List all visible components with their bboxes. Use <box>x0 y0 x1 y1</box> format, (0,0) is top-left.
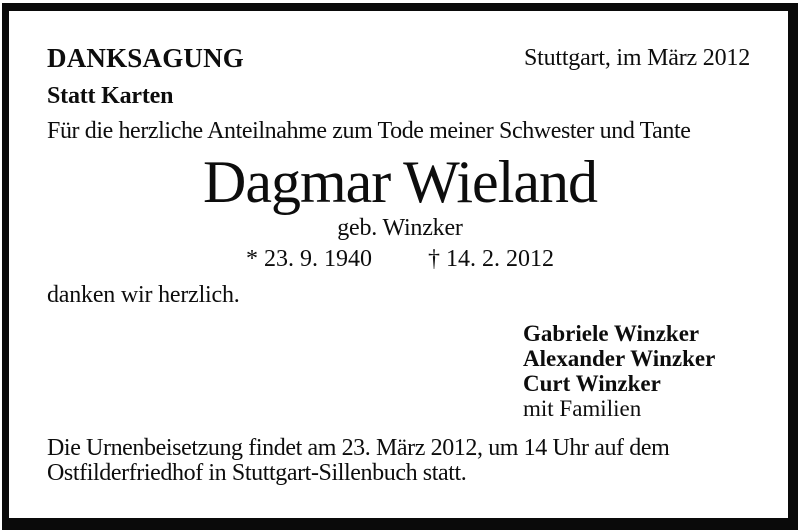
condolence-intro-text: Für die herzliche Anteilnahme zum Tode meiner Schwester und Tante <box>47 118 691 144</box>
statt-karten-label: Statt Karten <box>47 83 174 109</box>
death-date: † 14. 2. 2012 <box>428 246 554 272</box>
birth-date: * 23. 9. 1940 <box>246 246 372 272</box>
thanks-text: danken wir herzlich. <box>47 282 240 308</box>
life-dates-row <box>0 247 800 271</box>
mourners-suffix: mit Familien <box>523 396 642 421</box>
mourner-name: Alexander Winzker <box>523 346 716 371</box>
funeral-details-line2: Ostfilderfriedhof in Stuttgart-Sillenbuch statt. <box>47 460 467 486</box>
notice-type-heading: DANKSAGUNG <box>47 43 245 73</box>
funeral-details-line1: Die Urnenbeisetzung findet am 23. März 2012, um 14 Uhr auf dem <box>47 435 670 461</box>
deceased-name: Dagmar Wieland <box>203 149 597 215</box>
funeral-details <box>47 436 669 486</box>
maiden-name: geb. Winzker <box>337 215 463 241</box>
mourner-name: Gabriele Winzker <box>523 321 700 346</box>
dateline: Stuttgart, im März 2012 <box>523 45 750 71</box>
mourner-name: Curt Winzker <box>523 371 661 396</box>
mourners-list <box>523 321 715 421</box>
